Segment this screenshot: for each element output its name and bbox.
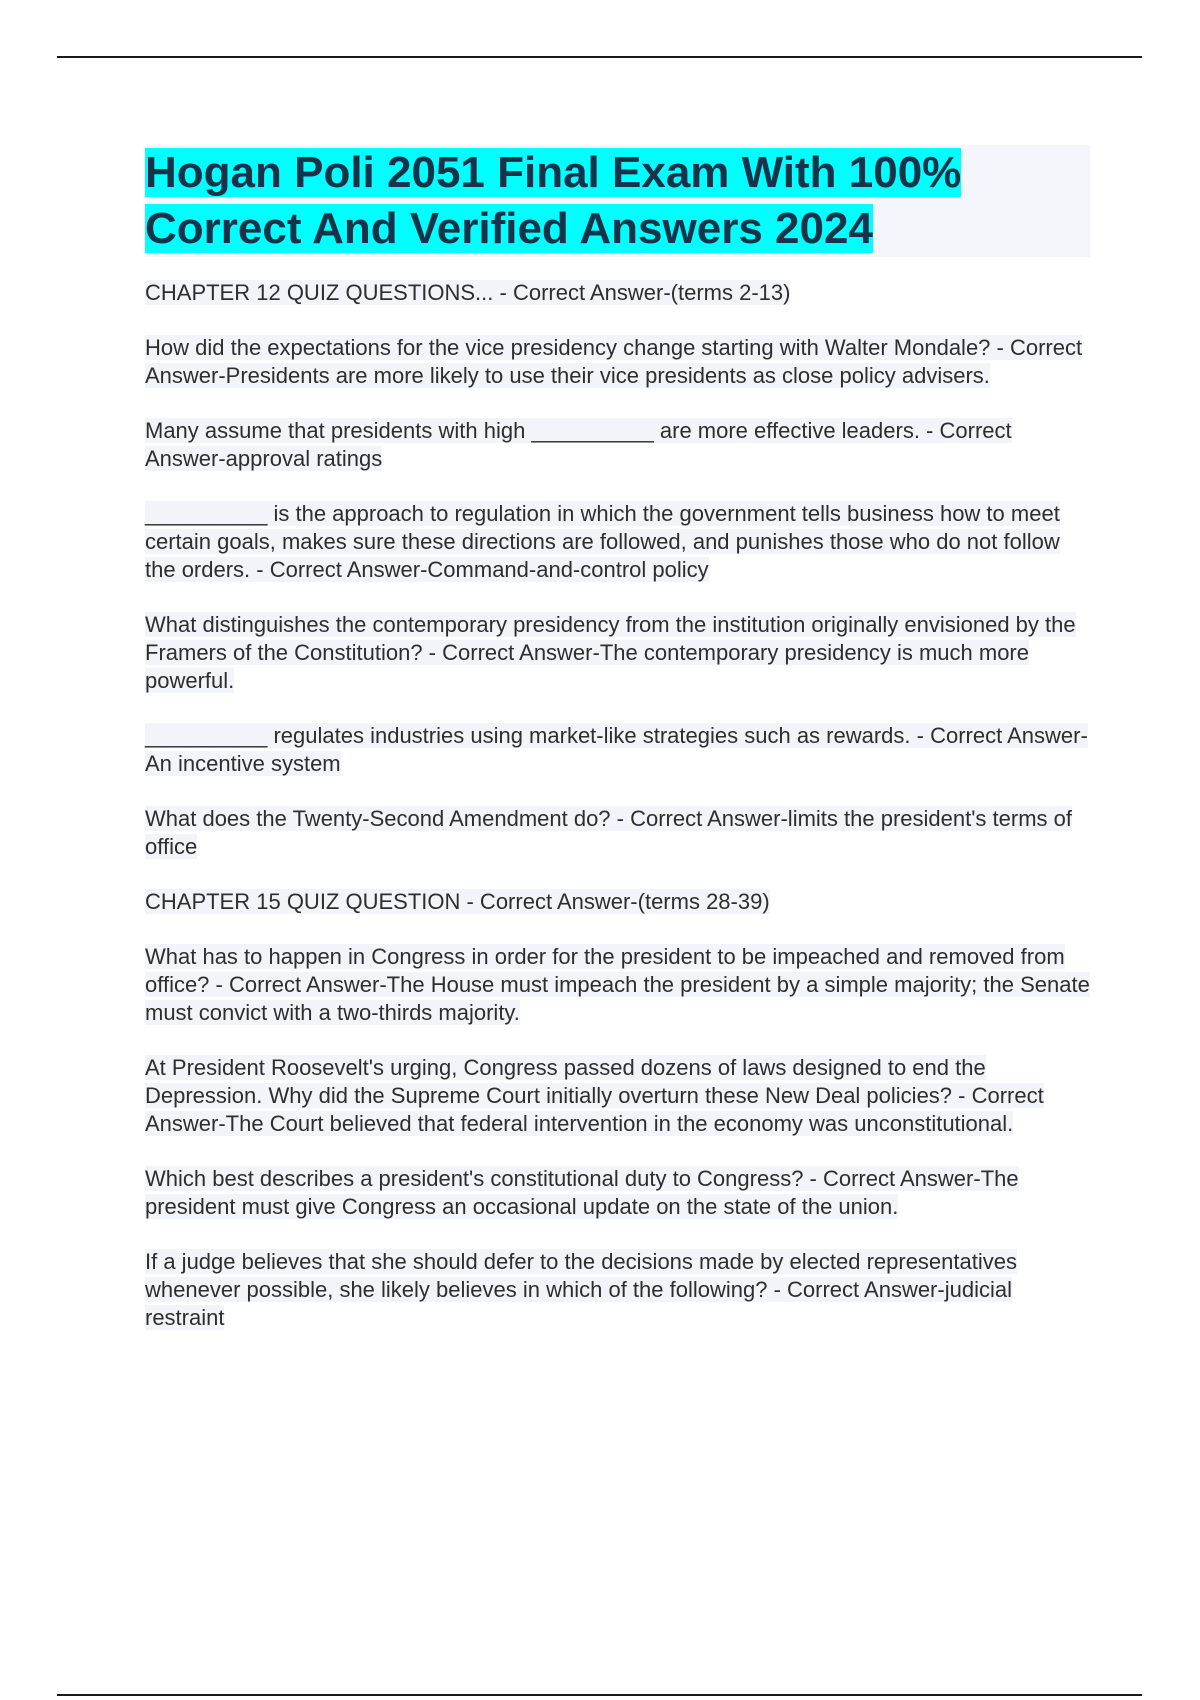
qa-item <box>145 943 1090 1027</box>
qa-item <box>145 500 1090 584</box>
qa-item <box>145 611 1090 695</box>
qa-item-text: Which best describes a president's constitutional duty to Congress? - Correct Answer-The president must give Congress an occasional update on the state of the union. <box>145 1166 1019 1219</box>
qa-item-text: What distinguishes the contemporary presidency from the institution originally envisioned by the Framers of the Constitution? - Correct Answer-The contemporary presidency is much more powerful. <box>145 612 1076 693</box>
qa-item-text: If a judge believes that she should defer to the decisions made by elected representatives whenever possible, she likely believes in which of the following? - Correct Answer-judicial restraint <box>145 1249 1017 1330</box>
qa-item <box>145 1054 1090 1138</box>
qa-item-text: Many assume that presidents with high __________ are more effective leaders. - Correct Answer-approval ratings <box>145 418 1012 471</box>
qa-item-text: At President Roosevelt's urging, Congress passed dozens of laws designed to end the Depression. Why did the Supreme Court initially overturn these New Deal policies? - Correct Answer-The Court believed that federal intervention in the economy was unconstitutional. <box>145 1055 1044 1136</box>
qa-item <box>145 805 1090 861</box>
qa-item <box>145 334 1090 390</box>
qa-item-text: What has to happen in Congress in order for the president to be impeached and removed from office? - Correct Answer-The House must impeach the president by a simple majority; the Senate must convict with a two-thirds majority. <box>145 944 1090 1025</box>
qa-item <box>145 1248 1090 1332</box>
qa-item-text: __________ is the approach to regulation in which the government tells business how to meet certain goals, makes sure these directions are followed, and punishes those who do not follow the orders. - Correct Answer-Command-and-control policy <box>145 501 1060 582</box>
document-title <box>145 145 1090 257</box>
top-rule <box>57 56 1142 58</box>
qa-item <box>145 888 1090 916</box>
qa-item-text: CHAPTER 12 QUIZ QUESTIONS... - Correct Answer-(terms 2-13) <box>145 280 791 305</box>
title-block <box>145 145 1090 257</box>
qa-item-text: How did the expectations for the vice presidency change starting with Walter Mondale? - Correct Answer-Presidents are more likely to use their vice presidents as close policy advisers. <box>145 335 1083 388</box>
qa-item-text: What does the Twenty-Second Amendment do? - Correct Answer-limits the president's terms of office <box>145 806 1072 859</box>
qa-item-text: CHAPTER 15 QUIZ QUESTION - Correct Answer-(terms 28-39) <box>145 889 770 914</box>
qa-item-text: __________ regulates industries using market-like strategies such as rewards. - Correct Answer-An incentive system <box>145 723 1088 776</box>
document-body <box>145 145 1090 1359</box>
qa-item <box>145 279 1090 307</box>
qa-item <box>145 417 1090 473</box>
bottom-rule <box>57 1694 1142 1696</box>
qa-item <box>145 1165 1090 1221</box>
qa-list <box>145 279 1090 1332</box>
document-title-text: Hogan Poli 2051 Final Exam With 100% Correct And Verified Answers 2024 <box>145 148 962 253</box>
qa-item <box>145 722 1090 778</box>
